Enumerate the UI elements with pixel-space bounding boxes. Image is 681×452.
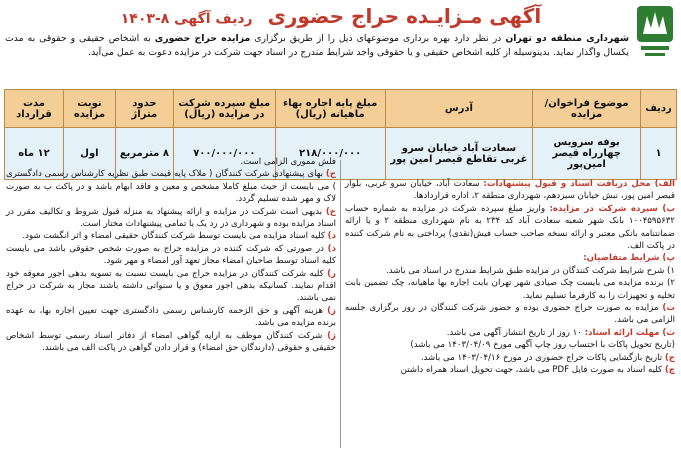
condition-item: ب) سپرده شرکت در مزایده: واریز مبلغ سپرده شرکت در مزایده به شماره حساب ۱۰۰۴۵۹۵۶۳۲ بانک شهر شعبه سعادت آباد کد ۲۳۴ به نام شهرداری منطقه ۲ و یا ارائه ضمانتنامه بانکی معتبر و ارائه نسخه صاحب حساب فیش(نقدی) پرداختی به نام شرکت کننده در پاکت الف.: [345, 203, 676, 252]
header-round: نوبت مزایده: [63, 90, 115, 128]
header-area: حدود متراژ: [115, 90, 173, 128]
header-address: آدرس: [385, 90, 533, 128]
condition-item: ژ) شرکت کنندگان موظف به ارایه گواهی امضاء از دفاتر اسناد رسمی توسط اشخاص حقیقی و حقوقی (دارندگان حق امضاء) و قرار دادن گواهی در پاکت الف می باشند.: [6, 330, 336, 354]
condition-item: ۲) برنده مزایده می بایست چک صیادی شهر تهران بابت اجاره بها ماهیانه، چک تضمین بابت تخلیه و تجهیزات را به کارفرما تسلیم نماید.: [345, 278, 675, 301]
column-divider: [340, 160, 341, 448]
header-duration: مدت قرارداد: [5, 90, 64, 128]
intro-text-2: به اشخاص حقیقی و حقوقی به مدت یکسال واگذار نماید. بدینوسیله از کلیه اشخاص حقیقی و یا حقوقی واجد شرایط مندرج در اسناد جهت شرکت در مزایده دعوت به عمل می‌آید.: [5, 33, 629, 58]
cell-round: اول: [63, 128, 115, 180]
condition-item: فلش مموری الزامی است.: [240, 157, 336, 167]
condition-item: چ) کلیه اسناد به صورت فایل PDF می باشد، جهت تحویل اسناد همراه داشتن: [400, 365, 675, 376]
conditions-right-column: [345, 178, 675, 377]
condition-item: پ) شرایط متقاضیان:: [583, 253, 675, 264]
condition-item: ذ) در صورتی که شرکت کننده در مزایده حراج به صورت شخص حقوقی باشد می بایست کلیه اسناد توسط صاحبان امضاء مجاز تعهد آور امضاء و مهر شود.: [6, 243, 336, 267]
cell-duration: ۱۲ ماه: [5, 128, 64, 180]
condition-item: ر) کلیه شرکت کنندگان در مزایده حراج می بایست نسبت به تسویه بدهی اجور معوقه خود اقدام نمایند. کسانیکه بدهی اجور معوق و یا سنواتی داشته باشند مجاز به شرکت در حراج نمی باشند.: [6, 268, 336, 304]
header-subject: موضوع فراخوان/ مزایده: [533, 90, 641, 128]
cell-row-no: ۱: [641, 128, 677, 180]
cell-address: سعادت آباد خیابان سرو غربی تقاطع قیصر امین پور: [385, 128, 533, 180]
condition-item: (تاریخ تحویل پاکات با احتساب روز چاپ آگهی مورخ ۱۴۰۳/۰۴/۰۹ می باشد): [410, 340, 675, 351]
condition-item: ز) هزینه آگهی و حق الزحمه کارشناس رسمی دادگستری جهت تعیین اجاره بها، به عهده برنده مزایده می باشد.: [6, 305, 336, 329]
condition-item: خ) بدیهی است شرکت در مزایده و ارائه پیشنهاد به منزله قبول شروط و تکالیف مقرر در اسناد مزایده بوده و شهرداری در رد یک یا تمامی پیشنهادات مختار است.: [6, 206, 336, 230]
intro-bold: شهرداری منطقه دو تهران: [505, 33, 630, 44]
condition-item: ج) تاریخ بازگشایی پاکات حراج حضوری در مورخ ۱۴۰۳/۰۴/۱۶ می باشد.: [420, 352, 675, 363]
condition-item: ۱) شرح شرایط شرکت کنندگان در مزایده طبق شرایط مندرج در اسناد می باشد.: [386, 265, 675, 276]
condition-item: ح) بهای پیشنهادی شرکت کنندگان ( ملاک پایه قیمت طبق نظریه کارشناس رسمی دادگستری ) می بایست از حیث مبلغ کاملا مشخص و معین و فاقد ابهام باشد و در پاکت ب به صورت لاک و مهر شده تسلیم گردد.: [6, 169, 336, 205]
header-base-rent: مبلغ پایه اجاره بهاء ماهیانه (ریال): [275, 90, 385, 128]
cell-area: ۸ مترمربع: [115, 128, 173, 180]
intro-bold-2: مزایده حراج حضوری: [154, 33, 251, 44]
cell-base-rent: ۲۱۸/۰۰۰/۰۰۰: [275, 128, 385, 180]
intro-text: در نظر دارد بهره برداری موضوعهای ذیل را از طریق برگزاری: [250, 33, 506, 44]
header: [0, 0, 681, 66]
header-row-no: ردیف: [641, 90, 677, 128]
tehran-municipality-logo: [635, 4, 675, 60]
conditions-left-column: [6, 156, 336, 355]
condition-item: ث) مهلت ارائه اسناد: ۱۰ روز از تاریخ انتشار آگهی می باشد.: [446, 327, 675, 338]
cell-subject: بوفه سرویس چهارراه قیصر امین‌پور: [533, 128, 641, 180]
condition-item: الف) محل دریافت اسناد و قبول پیشنهادات: سعادت آباد، خیابان سرو غربی، بلوار قیصر امین پور، نبش خیابان سیزدهم، شهرداری منطقه ۲، اداره قراردادها.: [345, 179, 675, 202]
title-text: آگهی مـزایـده حراج حضوری: [267, 4, 542, 28]
table-header-row: [5, 90, 677, 128]
intro-paragraph: [5, 32, 629, 60]
header-deposit: مبلغ سپرده شرکت در مزایده (ریال): [173, 90, 275, 128]
condition-item: ت) مزایده به صورت حراج حضوری بوده و حضور شرکت کنندگان در روز برگزاری جلسه الزامی می باشد.: [345, 303, 675, 326]
ad-row-number: ردیف آگهی ۸-۱۴۰۳: [120, 11, 253, 27]
page-title: [101, 4, 561, 28]
condition-item: د) کلیه اسناد مزایده می بایست توسط شرکت کنندگان حقیقی امضاء و اثر انگشت شود.: [22, 231, 336, 242]
cell-deposit: ۷۰۰/۰۰۰/۰۰۰: [173, 128, 275, 180]
